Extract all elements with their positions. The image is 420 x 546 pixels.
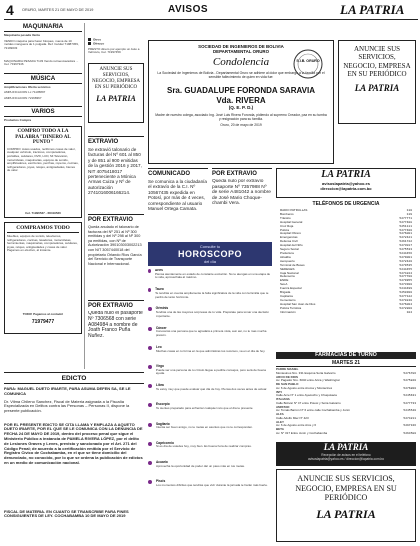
farmacia-name: DE SAN PABLO — [276, 383, 299, 386]
telefono-number: 5277771 — [399, 216, 412, 220]
page-number: 4 — [6, 2, 14, 18]
zodiac-sign-icon — [148, 480, 152, 484]
zodiac-reading: Muchas cosas en tu forma en la que administras tus recursos, va en el día de hoy. — [156, 349, 266, 353]
extravio-4 — [212, 168, 272, 238]
telefono-label: Alcaldía — [280, 254, 291, 259]
telefono-number: 5244455 — [399, 267, 412, 271]
farmacia-name: ALEY — [276, 420, 285, 424]
telefono-number: 5250300 — [399, 291, 412, 295]
extravio-2-title: POR EXTRAVIO — [88, 217, 133, 223]
telefono-label: Cementerio — [280, 297, 296, 302]
farmacia-phone: 5245631 — [403, 394, 416, 398]
zodiac-item — [148, 461, 272, 479]
musica-subtitle: Amplificaciones Oferta servicios — [4, 85, 51, 89]
zodiac-sign-icon — [148, 461, 152, 465]
horoscopo-banner-bottom: del día — [203, 259, 216, 264]
farmacia-phone: 5277733 — [403, 401, 416, 405]
right-promo-brand: LA PATRIA — [354, 82, 400, 93]
section-varios: VARIOS — [4, 106, 82, 117]
horoscopo-column — [148, 242, 272, 542]
column-divider-1 — [84, 23, 85, 369]
zodiac-text — [156, 403, 253, 421]
sib-seal-icon — [292, 48, 324, 80]
farmacia-address: Calle Bolívar Nº 47 entre Potosí y Soria Galvarro — [276, 401, 341, 405]
zodiac-name: Libra — [156, 383, 164, 388]
zodiac-sign-icon — [148, 307, 152, 311]
maquinaria-more: MAQUINARIA PESADA 7133 Vendo retroexcavadora ... Cel. 71997346 — [4, 59, 79, 67]
zodiac-text — [156, 346, 265, 364]
edicto-p3: FISCAL DE MATERIA. EN CUANTO SE TRANSCRIBE PARA FINES CONSIGUIENTES DE LEY. COCHABAMBA 10 DE MAYO DE 2019 — [4, 509, 129, 519]
farmacia-name: ARCO DE DIOS — [276, 375, 299, 379]
telefono-label: Seguro Social — [280, 247, 299, 252]
condolencia-department: DEPARTAMENTAL ORURO — [212, 49, 270, 54]
telefonos-brand: LA PATRIA — [321, 169, 371, 180]
zodiac-name: Capricornio — [156, 440, 174, 445]
comunicado — [148, 168, 208, 238]
bottom-promo-brand: LA PATRIA — [316, 506, 376, 521]
telefono-number: 5244499 — [399, 287, 412, 291]
zodiac-sign-icon — [148, 269, 151, 273]
promo-small-text: ANUNCIE SUS SERVICIOS, NEGOCIO, EMPRESA EN SU PERIÓDICO — [91, 66, 141, 90]
zodiac-reading: Te estoy muy que puede evaluar qué día de hoy. Piensa dos veces antes de actuar. — [156, 387, 268, 391]
telefono-number: 5272800 — [399, 306, 412, 310]
telefono-number: 5276001 — [399, 232, 412, 236]
telefonos-section — [276, 168, 416, 350]
zodiac-text — [155, 269, 272, 287]
zodiac-text — [156, 327, 272, 345]
footer-brand-line: Recepción de avisos en el teléfono — [321, 453, 371, 457]
zodiac-name: Leo — [156, 344, 162, 349]
extravio-3-body: Queda nulo el pasaporte Nº 7306568 con serie A084984 a nombre de Joath Franco Puña Nuñez. — [88, 311, 143, 340]
telefono-label: Prefectura — [280, 250, 294, 255]
compro-todo-body: COMPRO: Autos usados, recibimos cosas de valor, cualquier vehículo, tractores, computadoras, portátiles, celulares, DVD, LCD, Mi Televisión, motocicletas, maquinarias, equipos de sonido, amplificadores, escritorios, perchas, roperos, cocinas, refrigeradores, joyas, relojes, antigüedades, bienes de valor. — [7, 147, 79, 173]
extravio-4-title: POR EXTRAVIO — [212, 171, 257, 177]
zodiac-text — [155, 288, 272, 306]
zodiac-reading: Tendrás una de las mayores sorpresas de tu vida. Prepárate para tomar una decisión importante. — [155, 311, 270, 318]
zodiac-text — [156, 365, 272, 383]
horoscopo-banner — [148, 242, 272, 266]
farmacia-name: INTI — [276, 390, 282, 394]
farmacias-day: MARTES 21 — [276, 360, 416, 367]
telefono-label: Emergencias — [280, 235, 298, 240]
farmacia-address: Av. Nº 317 Entre Junín y Cochabamba — [276, 431, 328, 435]
zodiac-reading: Los momentos difíciles que tendrás que vivir durante la jornada te harán más fuerte. — [156, 483, 268, 487]
telefono-label: Policía — [280, 227, 290, 232]
horoscopo-list — [148, 269, 272, 541]
zodiac-reading: Conocerás una persona que te agradará a primera vista, aun así, no le mas mucha presión. — [155, 330, 267, 337]
extravio-2-body: Queda anulado el talonario de facturas del Nº 251 al Nº 300 emitidas y del Nº 298 al Nº 300 ya emitidas, con Nº de Autorización 390103003002213 con NIT 3057440018 del propietario Orlando Rios García del Servicio de Transporte Nacional e Internacional. — [88, 225, 142, 266]
condolencia-heading: Condolencia — [212, 56, 270, 68]
farmacia-address: Calle Adolfo Mier Nº 423 — [276, 416, 309, 420]
zodiac-sign-icon — [148, 442, 152, 446]
telefono-number: 5277700 — [399, 275, 412, 279]
condolencia-intro: La Sociedad de Ingenieros de Bolivia - Departamental Oruro se adhiere al dolor que embarga a la familia por el sensible fallecimiento de quien en vida fue: — [157, 71, 325, 80]
musica-line2: AMPLIFICACIÓN 72168367 — [4, 96, 42, 100]
telefono-number: 119 — [406, 212, 412, 216]
horoscopo-banner-title: HOROSCOPO — [177, 249, 242, 259]
page-header — [0, 0, 420, 20]
zodiac-item — [148, 327, 272, 345]
zodiac-text — [156, 442, 252, 460]
section-maquinaria: MAQUINARIA — [4, 23, 82, 32]
extravio-3-title: POR EXTRAVIO — [88, 303, 133, 309]
farmacia-row — [276, 432, 416, 436]
telefono-label: Bomberos — [280, 211, 294, 216]
zodiac-name: Escorpio — [156, 402, 170, 407]
telefono-number: 5279535 — [399, 263, 412, 267]
varios-subtitle: Productos Compra — [4, 119, 32, 123]
telefono-label: Policía Turística — [280, 305, 302, 310]
ad-compro-todo — [4, 126, 82, 218]
condolencia-name1: Sra. GUADALUPE FORONDA SARAVIA — [166, 86, 315, 95]
footer-brand-mail: avisoslapatria@yahoo.es / direccion@lapatria.com.bo — [307, 457, 385, 461]
telefono-label: Tránsito — [280, 215, 291, 220]
ad-compramos-todo — [4, 222, 82, 334]
condolencia-society: SOCIEDAD DE INGENIEROS DE BOLIVIA — [198, 44, 284, 49]
telefono-number: 5272420 — [399, 259, 412, 263]
farmacia-address: Calle Arce Nº 1 entre Ayacucho y Chuquisaca — [276, 394, 337, 398]
telefono-label: Hospital San Juan de Dios — [280, 301, 316, 306]
telefono-number: 5279955 — [399, 279, 412, 283]
musica-line1: AMPLIFICACIÓN Lc 71105897 — [4, 91, 46, 95]
zodiac-reading: Si es día de ustedes hoy, muy bien. Es buena hora de realizar compras. — [156, 445, 252, 449]
telefono-label: Defensa Civil — [280, 239, 298, 244]
zodiac-name: Acuario — [156, 459, 168, 464]
telefono-number: 5274224 — [399, 271, 412, 275]
telefono-number: 5273300 — [399, 283, 412, 287]
otros-sub-bullet-icon — [88, 42, 91, 45]
zodiac-text — [156, 480, 268, 498]
telefono-label: Defensoría — [280, 274, 295, 279]
bottom-promo-box — [276, 469, 416, 542]
zodiac-reading: Intenta ser buen amigo, no te metas en asuntos que no te corresponden. — [156, 426, 253, 430]
farmacia-phone: 5275820 — [403, 379, 416, 383]
maquinaria-ad: VENDO máquina para hacer bloques, nueva de 10 moldes manguera de 1 pulgada. Ref. Celular 71987459, 72199033 — [4, 39, 79, 50]
extravio-3 — [88, 300, 144, 370]
farmacia-address: Av. Tomás Barrón Nº 6 entre calle Cochabamba y Junín — [276, 409, 350, 413]
extravio-1-title: EXTRAVIO — [88, 139, 119, 145]
telefono-number: 5272421 — [399, 236, 412, 240]
telefono-label: Hospital Obrero — [280, 231, 302, 236]
telefono-label: RADIO PATRULLAS — [280, 209, 308, 212]
farmacia-phone: 5297346 — [403, 424, 416, 428]
farmacia-address: Av. 6 de Agosto entre Aroma y Montecinos — [276, 386, 333, 390]
sib-seal — [292, 48, 324, 80]
zodiac-name: Cáncer — [155, 325, 167, 330]
telefono-number: 5279001 — [399, 255, 412, 259]
bottom-promo-text: ANUNCIE SUS SERVICIOS, NEGOCIO, EMPRESA EN SU PERIÓDICO — [295, 474, 397, 503]
farmacia-address: Montesinos Nro. 331 Esquina Soria Galvarro — [276, 371, 336, 375]
telefono-label: SEDEGES — [280, 266, 295, 271]
date-line: ORURO, MARTES 21 DE MAYO DE 2019 — [22, 8, 94, 12]
zodiac-text — [156, 423, 253, 441]
farmacia-name: ALFA — [276, 413, 284, 416]
edicto-p2: POR EL PRESENTE EDICTO SE CITA LLAMA Y EMPLAZA A AQUETO DUETO IRIARTE, POR EL QUE SE LE COMUNICA CON LA DENUNCIA DE FECHA 24 DE MAYO DE 2019, dentro del proceso penal que sigue el Ministerio Público a instancia de PAMELA RIVERA LÓPEZ, por el delito de Lesiones Graves y Leves, previsto y sancionado por el Art. 271 del Código Penal; de acuerdo a la certificación emitida por el Servicio de Registro Cívico de Cochabamba, en el que se tiene domicilio del denunciado, no conocido, por lo que se ordena la publicación de edictos en un medio de comunicación nacional. — [4, 422, 143, 465]
zodiac-sign-icon — [148, 403, 152, 407]
telefono-number: 5277122 — [399, 294, 412, 298]
telefonos-brand-bar — [276, 168, 416, 198]
farmacias-section — [276, 352, 416, 440]
compramos-todo-phones: 71979477 — [31, 318, 55, 325]
telefono-label: SeLA — [280, 282, 288, 287]
zodiac-sign-icon — [148, 288, 151, 292]
zodiac-item — [148, 288, 272, 306]
sib-seal-text: S.I.B. ORURO — [296, 59, 320, 63]
zodiac-sign-icon — [148, 346, 152, 350]
telefono-number: 5270240 — [399, 298, 412, 302]
zodiac-reading: Puede ser una persona de tu círculo llegue a pedirte consejos, pero será de buena ayuda. — [155, 368, 266, 376]
farmacias-title: FARMACIAS DE TURNO — [276, 352, 416, 359]
comunicado-title: COMUNICADO — [148, 171, 190, 177]
extravio-1-body: Se extravió talonario de facturas del Nº 601 al 850 y de 851 al 900 emitidas de la gestión 2016 y 2017, NIT 4075418017 perteneciente a Mónica Armas Cuiza y Nº de autorización 2741016006166214. — [88, 147, 142, 196]
zodiac-sign-icon — [148, 423, 152, 427]
right-promo-box — [338, 40, 416, 124]
telefono-label: Brigada — [280, 290, 291, 295]
section-musica: MÚSICA — [4, 73, 82, 84]
telefono-label: Cruz Roja — [280, 223, 294, 228]
zodiac-item — [148, 480, 272, 498]
telefono-number: 110 — [406, 209, 412, 212]
zodiac-item — [148, 423, 272, 441]
telefono-number: 5277400 — [399, 228, 412, 232]
zodiac-sign-icon — [148, 365, 152, 369]
telefonos-title: TELÉFONOS DE URGENCIA — [312, 201, 380, 207]
footer-brand-name: LA PATRIA — [323, 442, 369, 452]
extravio-2 — [88, 214, 144, 298]
otros-subtitle — [88, 42, 144, 46]
telefono-label: Hospital del Niño — [280, 243, 303, 248]
condolencia-body: Madre de nuestro colega, asociado Ing. José Luis Rivera Foronda, pidiendo al supremo Creador, paz en su tumba y resignación para su familia. — [155, 113, 327, 122]
farmacia-name: PADRE MASIEL — [276, 368, 299, 371]
zodiac-reading: Aprovecha la oportunidad de poder dar un paso más en tus metas. — [156, 464, 245, 468]
telefono-label: Capitanía — [280, 293, 293, 298]
edicto-section — [4, 372, 144, 542]
zodiac-name: Sagitario — [156, 421, 170, 426]
telefono-label: Fuerza Especial — [280, 286, 302, 291]
farmacia-address: Av. Pagador Nro. 6040 entre Arica y Washington — [276, 379, 341, 383]
farmacia-phone: 5276786 — [403, 371, 416, 375]
telefono-number: 5276004 — [399, 302, 412, 306]
edicto-para: PARA: MAGUEL DUETO IRIARTE, PARA ASUMA DEFEN SA, SE LE COMUNICA — [4, 387, 131, 396]
telefono-number: 5277408 — [399, 220, 412, 224]
telefono-label: Hospital General — [280, 219, 303, 224]
telefonos-site: avisoslapatria@yahoo.es — [322, 181, 370, 186]
farmacia-name: ITALIANA — [276, 398, 290, 401]
zodiac-sign-icon — [148, 384, 152, 388]
farmacia-address: Av. 6 de Agosto entre Arce y 6 — [276, 424, 317, 428]
zodiac-item — [148, 403, 272, 421]
footer-brand — [276, 442, 416, 466]
telefonos-site2: direccion@lapatria.com.bo — [320, 186, 372, 191]
edicto-p1: Dr. Vilma Chileno Sanchez, Fiscal de Materia asignada a la Fiscalía Especializada en Delitos contra las Personas – Personas II, dispone la presente publicación. — [4, 399, 130, 414]
zodiac-name: Aries — [154, 269, 163, 272]
comunicado-body: Se comunica a la ciudadanía el extravío de la C.I. Nº 10567435 expedida en Potosí, por más de 4 veces, correspondiente al usuario Manuel Ortega Camata. — [148, 179, 207, 212]
zodiac-name: Piscis — [156, 479, 166, 484]
zodiac-reading: Te tendrás en cuenta ampliamente la falta significativa de la vida con la familia que te perdió de tanto horizonte. — [155, 291, 269, 299]
zodiac-name: Virgo — [155, 363, 164, 368]
farmacia-phone: 5245540 — [403, 409, 416, 413]
zodiac-name: Géminis — [155, 306, 169, 311]
otros-title-text: Otros — [93, 38, 102, 42]
edicto-title: EDICTO — [4, 375, 144, 384]
right-promo-text: ANUNCIE SUS SERVICIOS, NEGOCIO, EMPRESA EN SU PERIÓDICO — [343, 45, 411, 79]
extravio-4-body: Queda nulo por extravío pasaporte Nº 7357988 Nº de serie A481042 a nombre de José Mario Choque-chambi Vera. — [212, 179, 271, 207]
header-rule — [4, 19, 418, 20]
farmacia-phone: 5264580 — [403, 431, 416, 435]
telefono-number: 5244456 — [399, 251, 412, 255]
masthead-brand: LA PATRIA — [340, 2, 405, 17]
otros-subtitle-text: Ofrezco — [93, 41, 105, 46]
promo-small-brand: LA PATRIA — [96, 93, 136, 103]
otros-text: PRESTO dinero por ejemplo un Auto a Vehículo, Cel. 71997459 — [88, 47, 140, 55]
telefono-label: Información — [280, 309, 296, 314]
compro-todo-head: COMPRO TODO A LA PALABRA "DINERO AL PUNTO" — [15, 128, 71, 146]
left-column — [4, 23, 82, 369]
zodiac-reading: Piensa atentamente en estado de constante evolución. No te atengas en una etapa de tu vida, aprovéchala al máximo. — [154, 272, 271, 280]
telefono-number: 5251111 — [399, 224, 412, 228]
zodiac-item — [148, 365, 272, 383]
farmacias-list — [276, 368, 416, 441]
compro-todo-phones: Cel. 71996537 - 68419520 — [25, 211, 61, 215]
telefono-label: ENDE — [280, 278, 289, 283]
zodiac-text — [156, 461, 245, 479]
telefono-number: 5261722 — [399, 240, 412, 244]
telefono-number: 104 — [406, 310, 412, 314]
telefonos-list — [280, 209, 412, 347]
compramos-todo-body: Muebles, equipos de sonido, televisores, refrigeradores, cocinas, lavadoras, motocicletas, herramientas, maquinarias, computadoras, celulares, joyas, relojes, antigüedades y cosas de valor. Pagamos en efectivo, al instante. — [7, 234, 78, 253]
zodiac-name: Tauro — [155, 287, 164, 292]
telefono-number: 5275533 — [399, 248, 412, 252]
zodiac-sign-icon — [148, 327, 152, 331]
zodiac-text — [156, 307, 272, 325]
farmacia-phone: 5274211 — [403, 416, 416, 420]
zodiac-reading: Te sientes preparado para enfrentar cualquier reto que el día te presente. — [156, 407, 254, 411]
zodiac-item — [148, 346, 272, 364]
condolencia-name2: Vda. RIVERA — [216, 95, 266, 105]
farmacia-name: AMISTAD — [276, 405, 290, 409]
zodiac-item — [148, 384, 272, 402]
zodiac-item — [148, 307, 272, 325]
compramos-todo-head: COMPRAMOS TODO — [7, 225, 79, 233]
otros-column — [88, 38, 144, 134]
telefono-label: Caja Nacional — [280, 270, 299, 275]
telefono-row — [280, 311, 412, 315]
zodiac-item — [148, 269, 272, 287]
horoscopo-banner-top: Consulte tu — [199, 244, 221, 249]
condolencia-date: Oruro, 20 de mayo de 2019 — [220, 123, 262, 127]
telefono-label: Aeropuerto — [280, 258, 295, 263]
extravio-1 — [88, 136, 144, 212]
farmacia-name: BETA — [276, 428, 284, 431]
zodiac-item — [148, 442, 272, 460]
promo-small-box — [88, 63, 144, 123]
condolencia-rip: (Q. E. P. D.) — [228, 105, 254, 110]
compramos-todo-closing: TODO! Pagamos al contado! — [22, 312, 64, 316]
farmacia-phone: 5276800 — [403, 386, 416, 390]
otros-bullet-icon — [88, 38, 91, 41]
telefono-label: Terminal de Buses — [280, 262, 305, 267]
telefono-number: 5273017 — [399, 244, 412, 248]
zodiac-text — [156, 384, 267, 402]
maquinaria-subtitle: Maquinaria pesada Venta — [4, 34, 40, 37]
section-title: AVISOS — [168, 4, 209, 15]
